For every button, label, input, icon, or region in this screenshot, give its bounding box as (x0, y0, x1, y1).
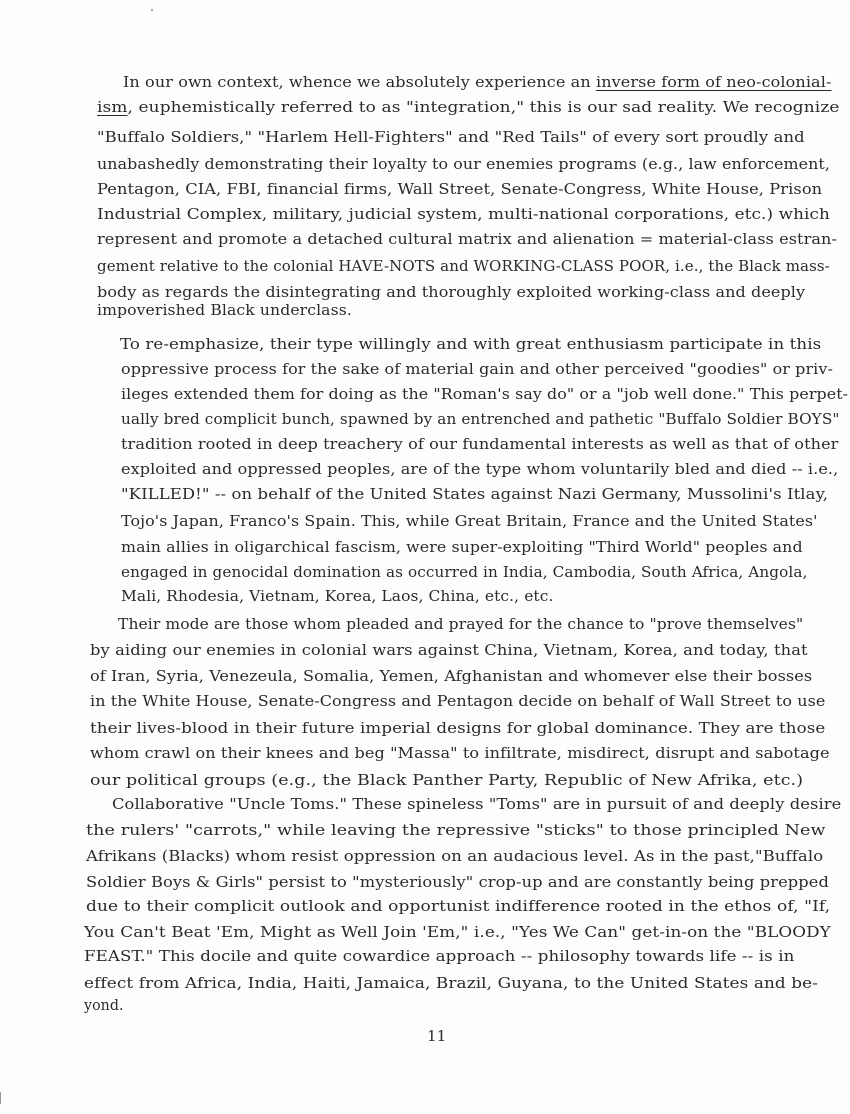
text-line: tradition rooted in deep treachery of our fundamental interests as well as that of other (121, 435, 839, 453)
page-number: 11 (427, 1027, 447, 1045)
text-line: Industrial Complex, military, judicial system, multi-national corporations, etc.) which (97, 205, 830, 223)
text-line: ileges extended them for doing as the "Roman's say do" or a "job well done." This perpet- (121, 385, 849, 403)
text-line: Pentagon, CIA, FBI, financial firms, Wall Street, Senate-Congress, White House, Prison (97, 180, 823, 198)
text-line: Afrikans (Blacks) whom resist oppression on an audacious level. As in the past,"Buffalo (86, 847, 824, 865)
text-line: body as regards the disintegrating and thoroughly exploited working-class and deeply (97, 283, 806, 301)
text-line: Collaborative "Uncle Toms." These spineless "Toms" are in pursuit of and deeply desire (112, 795, 842, 813)
text-line: "Buffalo Soldiers," "Harlem Hell-Fighters" and "Red Tails" of every sort proudly and (97, 128, 805, 146)
text-line: Mali, Rhodesia, Vietnam, Korea, Laos, China, etc., etc. (121, 587, 554, 605)
text-line: their lives-blood in their future imperial designs for global dominance. They are those (90, 719, 826, 737)
text-line: represent and promote a detached cultural matrix and alienation = material-class estran- (97, 230, 838, 248)
text-line: To re-emphasize, their type willingly and with great enthusiasm participate in this (120, 335, 822, 353)
text-line: engaged in genocidal domination as occurred in India, Cambodia, South Africa, Angola, (121, 563, 808, 581)
text-line: effect from Africa, India, Haiti, Jamaica, Brazil, Guyana, to the United States and be- (84, 974, 819, 992)
text-line: oppressive process for the sake of material gain and other perceived "goodies" or priv- (121, 360, 833, 378)
text-line: Their mode are those whom pleaded and prayed for the chance to "prove themselves" (118, 615, 804, 633)
text-line: In our own context, whence we absolutely experience an inverse form of neo-colonial- (123, 73, 832, 91)
text-line: FEAST." This docile and quite cowardice approach -- philosophy towards life -- is in (84, 947, 795, 965)
scan-edge-mark (0, 1092, 1, 1104)
text-line: ism, euphemistically referred to as "integration," this is our sad reality. We recognize (97, 98, 840, 116)
text-line: in the White House, Senate-Congress and Pentagon decide on behalf of Wall Street to use (90, 692, 826, 710)
text-line: exploited and oppressed peoples, are of the type whom voluntarily bled and died -- i.e., (121, 460, 839, 478)
text-line: unabashedly demonstrating their loyalty to our enemies programs (e.g., law enforcement, (97, 155, 831, 173)
text-line: impoverished Black underclass. (97, 301, 352, 319)
text-line: yond. (84, 996, 124, 1014)
text-line: main allies in oligarchical fascism, were super-exploiting "Third World" peoples and (121, 538, 803, 556)
text-line: of Iran, Syria, Venezeula, Somalia, Yemen, Afghanistan and whomever else their bosses (90, 667, 813, 685)
text-line: our political groups (e.g., the Black Panther Party, Republic of New Afrika, etc.) (90, 771, 804, 789)
text-line: due to their complicit outlook and opportunist indifference rooted in the ethos of, "If, (86, 897, 831, 915)
text-line: Soldier Boys & Girls" persist to "mysteriously" crop-up and are constantly being prepped (86, 873, 829, 891)
scan-speck (151, 9, 153, 11)
text-line: You Can't Beat 'Em, Might as Well Join 'Em," i.e., "Yes We Can" get-in-on the "BLOODY (84, 923, 831, 941)
text-line: gement relative to the colonial HAVE-NOTS and WORKING-CLASS POOR, i.e., the Black mass- (97, 257, 830, 275)
text-line: the rulers' "carrots," while leaving the repressive "sticks" to those principled New (86, 821, 826, 839)
text-line: "KILLED!" -- on behalf of the United States against Nazi Germany, Mussolini's Itlay, (121, 485, 829, 503)
text-line: Tojo's Japan, Franco's Spain. This, while Great Britain, France and the United States' (121, 512, 818, 530)
text-line: whom crawl on their knees and beg "Massa" to infiltrate, misdirect, disrupt and sabotage (90, 744, 830, 762)
text-line: by aiding our enemies in colonial wars against China, Vietnam, Korea, and today, that (90, 641, 808, 659)
text-line: ually bred complicit bunch, spawned by an entrenched and pathetic "Buffalo Soldier BOYS" (121, 410, 840, 428)
